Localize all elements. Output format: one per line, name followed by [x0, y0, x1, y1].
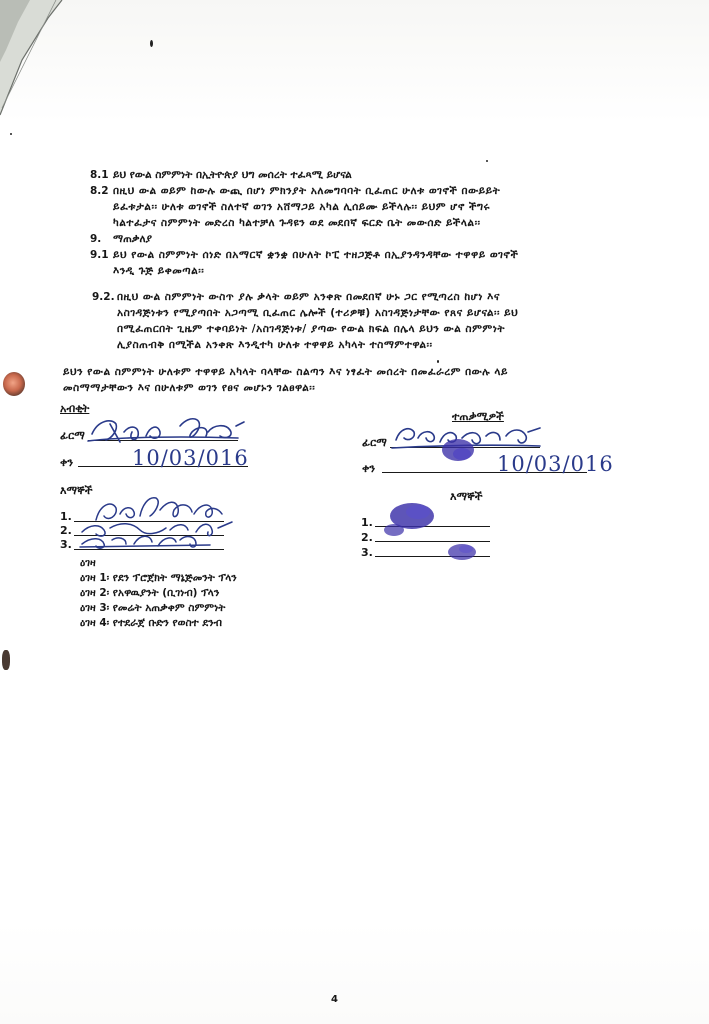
left-witness-2-number: 2.	[60, 524, 72, 537]
right-witnesses-label: እማኞች	[450, 490, 483, 503]
item-8-2-line-3: ካልተፈታና ስምምነት መድረስ ካልተቻለ ጉዳዩን ወደ መደበኛ ፍርድ ቤት መውሰድ ይችላል፡፡	[113, 217, 481, 229]
left-date-value: 10/03/016	[132, 446, 249, 470]
right-party-heading: ተጠቃሚዎች	[452, 410, 504, 423]
item-9-2-line-1: በዚህ ውል ስምምነት ውስጥ ያሉ ቃላት ወይም አንቀጽ በመደበኛ ሁኑ ጋር የሚጣረስ ከሆነ እና	[117, 291, 500, 303]
item-9-2-line-3: በሚፈጠርበት ጊዜም ተቀባይነት /አስገዳጅነቱ/ ያጣው የውል ክፍል በሌላ ይህን ውል ስምምነት	[117, 323, 505, 335]
item-9-2-number: 9.2.	[92, 291, 115, 303]
left-witness-3-number: 3.	[60, 538, 72, 551]
attachments-heading: ዕገዛ	[80, 557, 96, 569]
item-8-2-line-2: ይፈቱታል፡፡ ሁለቱ ወገኖች ስለተኛ ወገን አሸማጋይ አካል ሊሰይሙ ይችላሉ፡፡ ይህም ሆኖ ችግሩ	[113, 201, 491, 213]
closing-line-2: መስማማታቸውን እና በሁለቱም ወገን የፀና መሆኑን ገልፀዋል፡፡	[63, 382, 316, 394]
item-9-2-line-4: ሊያስጠብቅ በሚችል አንቀጽ እንዲተካ ሁለቱ ተዋዋይ አካላት ተስማምተዋል፡፡	[117, 339, 433, 351]
left-signature-handwriting	[88, 419, 244, 442]
item-8-2-number: 8.2	[90, 185, 109, 197]
right-signature-label: ፊርማ	[362, 436, 387, 449]
right-date-value: 10/03/016	[497, 452, 614, 476]
left-date-label: ቀን	[60, 456, 74, 469]
item-9-1-line-2: እንዲ ጉጅ ይቀመጣል፡፡	[113, 265, 205, 277]
item-8-2-line-1: በዚህ ውል ወይም ከውሉ ውጪ በሆነ ምክንያት አለመግባባት ቢፈጠር ሁለቱ ወገኖች በውይይት	[113, 185, 501, 197]
right-witness-2-number: 2.	[361, 531, 373, 544]
left-party-heading: አብቂት	[60, 402, 90, 415]
item-9-2-line-2: አስገዳጅነቱን የሚያጣበት አጋጣሚ ቢፈጠር ሌሎች (ተሪዎቹ) አስገዳጅነታቸው የጸና ይሆናል፡፡ ይህ	[117, 307, 519, 319]
left-signature-label: ፊርማ	[60, 429, 85, 442]
section-9-title: ማጠቃለያ	[113, 233, 153, 245]
right-witness-3-number: 3.	[361, 546, 373, 559]
attachment-item-2: ዕገዛ 2፡ የአዋዉያንት (ቢገነብ) ፕላን	[80, 587, 220, 599]
attachment-item-1: ዕገዛ 1፡ የደን ፕሮጀክት ማኔጅመንት ፕላን	[80, 572, 237, 584]
left-witness-1-number: 1.	[60, 510, 72, 523]
thumbprint-stamps	[384, 439, 476, 560]
closing-line-1: ይህን የውል ስምምነት ሁለቱም ተዋዋይ አካላት ባላቸው ስልጣን እና ነፃፈት መሰረት በመፈራረም በውሉ ላይ	[63, 366, 508, 378]
item-9-1-number: 9.1	[90, 249, 109, 261]
left-witnesses-label: እማኞች	[60, 484, 93, 497]
right-witness-1-number: 1.	[361, 516, 373, 529]
right-date-label: ቀን	[362, 462, 376, 475]
item-8-1-number: 8.1	[90, 169, 109, 181]
attachment-item-4: ዕገዛ 4፡ የተደራጀ ቡድን የወስተ ደንብ	[80, 617, 222, 629]
section-9-number: 9.	[90, 233, 102, 245]
attachment-item-3: ዕገዛ 3፡ የመሬት አጠቃቀም ስምምነት	[80, 602, 226, 614]
item-9-1-line-1: ይህ የውል ስምምነት ሰነድ በአማርኛ ቋንቋ በሁለት ኮፒ ተዘጋጅቶ በኢያንዳንዳቸው ተዋዋይ ወገኖች	[113, 249, 519, 261]
item-8-1-text: ይህ የውል ስምምነት በኢትዮጵያ ህግ መሰረት ተፈጻሚ ይሆናል	[113, 169, 352, 181]
page-number: 4	[331, 994, 338, 1005]
left-witness-handwriting	[80, 498, 232, 548]
